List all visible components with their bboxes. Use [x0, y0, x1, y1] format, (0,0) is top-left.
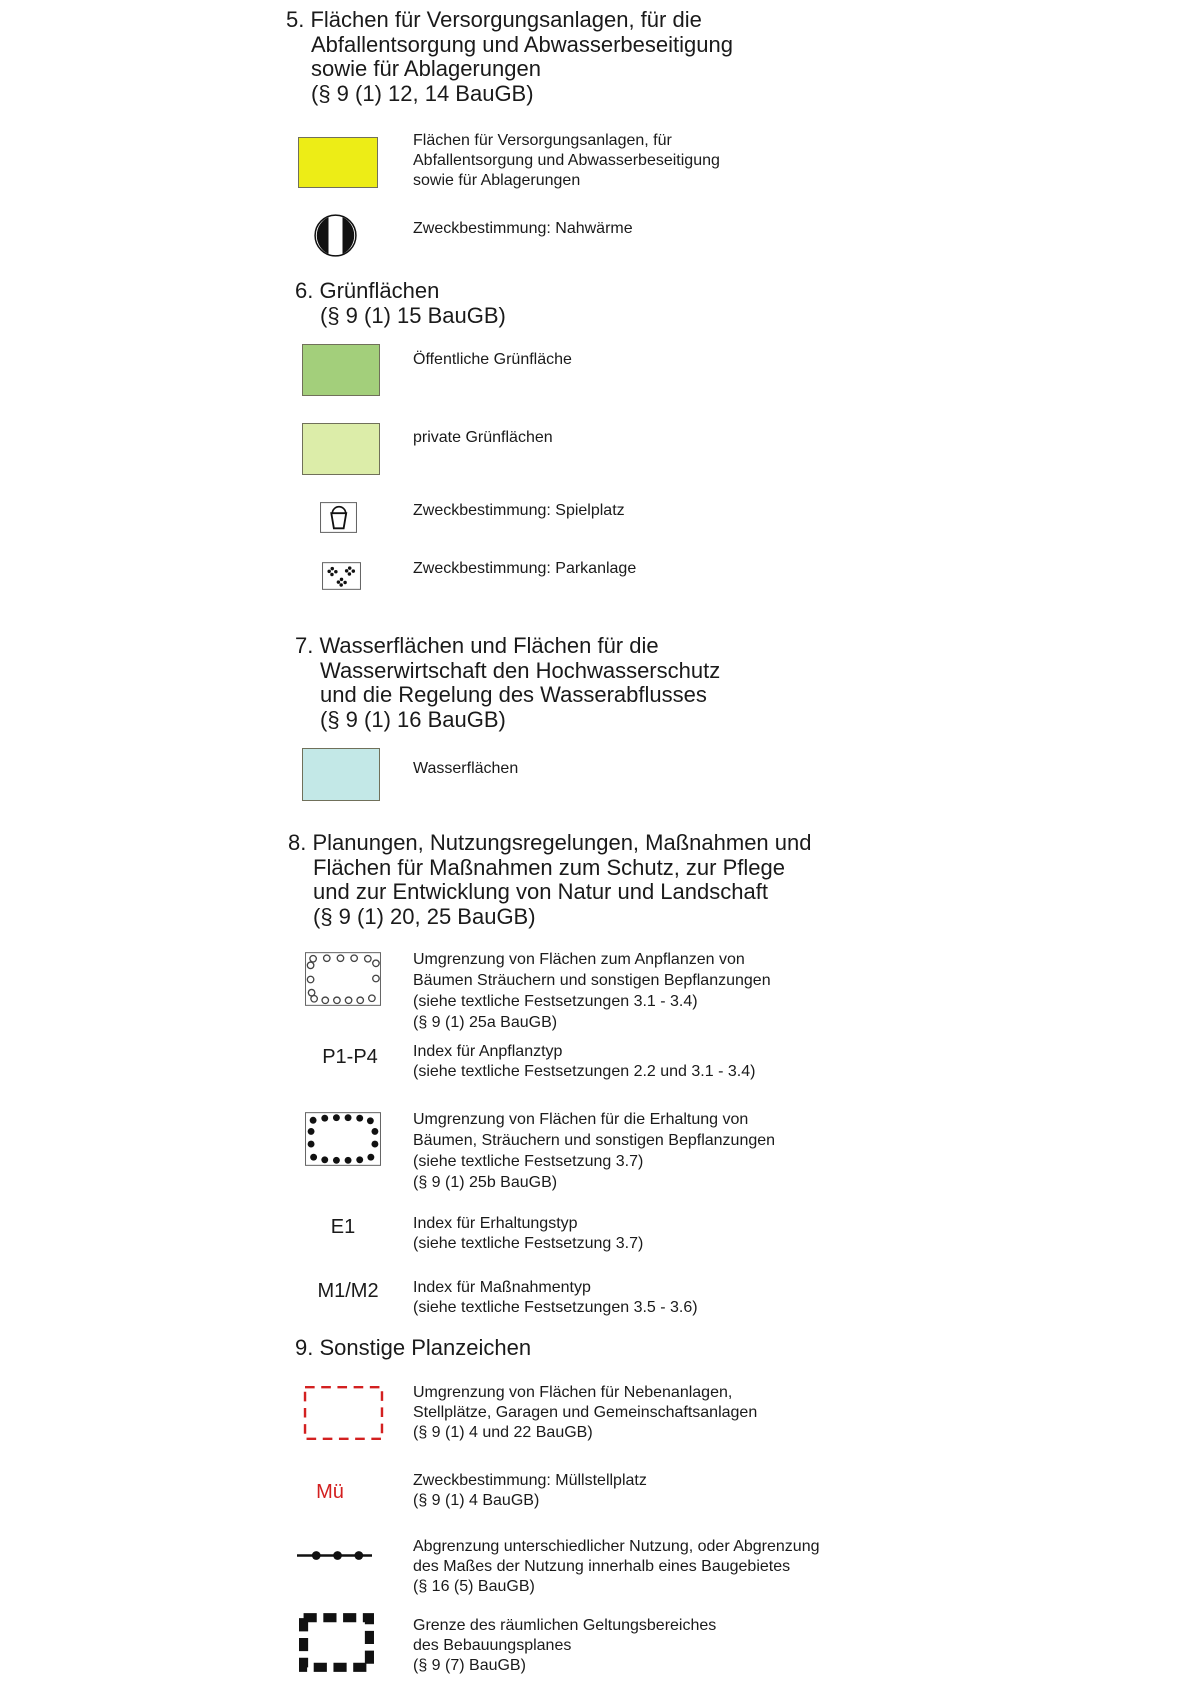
legend-label-line: Zweckbestimmung: Müllstellplatz: [413, 1472, 647, 1489]
legend-label: [413, 1109, 775, 1193]
legend-label: [413, 1616, 716, 1676]
utility-area-swatch: [298, 137, 378, 188]
legend-label-line: Bäumen Sträuchern und sonstigen Bepflanzungen: [413, 972, 771, 989]
plan-boundary-icon: [298, 1612, 375, 1673]
legend-label-line: (§ 16 (5) BauGB): [413, 1578, 535, 1595]
heading-line: 9. Sonstige Planzeichen: [295, 1335, 532, 1360]
planting-boundary-icon: [305, 952, 381, 1006]
legend-label-line: Umgrenzung von Flächen für die Erhaltung von: [413, 1111, 749, 1128]
water-swatch: [302, 748, 380, 801]
heading-line: sowie für Ablagerungen: [311, 56, 541, 81]
legend-label-line: Abgrenzung unterschiedlicher Nutzung, oder Abgrenzung: [413, 1538, 820, 1555]
legend-label-line: (§ 9 (1) 4 BauGB): [413, 1492, 540, 1509]
legend-label-line: Wasserflächen: [413, 760, 519, 777]
public-green-swatch: [302, 344, 380, 396]
legend-label-line: Zweckbestimmung: Spielplatz: [413, 502, 625, 519]
legend-label-line: Index für Erhaltungstyp: [413, 1215, 578, 1232]
ancillary-boundary-icon: [303, 1385, 384, 1441]
preservation-boundary-icon: [305, 1112, 381, 1166]
heading-line: (§ 9 (1) 12, 14 BauGB): [311, 80, 534, 106]
heading-line: 6. Grünflächen: [295, 278, 440, 303]
legend-label-line: (siehe textliche Festsetzungen 3.5 - 3.6): [413, 1299, 698, 1316]
heading-line: und zur Entwicklung von Natur und Landschaft: [313, 879, 768, 904]
legend-label-line: (§ 9 (1) 25b BauGB): [413, 1174, 558, 1191]
heading-line: (§ 9 (1) 16 BauGB): [320, 706, 506, 732]
legend-label-line: Abfallentsorgung und Abwasserbeseitigung: [413, 152, 720, 169]
legend-label-line: sowie für Ablagerungen: [413, 172, 581, 189]
legend-label: [413, 759, 518, 779]
legend-label: [413, 1383, 757, 1443]
heading-line: (§ 9 (1) 15 BauGB): [320, 302, 506, 328]
legend-label: [413, 949, 771, 1033]
legend-label-line: private Grünflächen: [413, 429, 553, 446]
legend-label: [413, 219, 633, 239]
legend-label-line: Zweckbestimmung: Nahwärme: [413, 220, 633, 237]
preservation-index-code: E1: [330, 1216, 356, 1238]
legend-label-line: Zweckbestimmung: Parkanlage: [413, 560, 637, 577]
legend-label: [413, 350, 572, 370]
legend-label-line: (§ 9 (1) 4 und 22 BauGB): [413, 1424, 593, 1441]
private-green-swatch: [302, 423, 380, 475]
legend-label-line: Index für Maßnahmentyp: [413, 1279, 591, 1296]
heading-line: Abfallentsorgung und Abwasserbeseitigung: [311, 31, 733, 57]
legend-label-line: Umgrenzung von Flächen für Nebenanlagen,: [413, 1384, 733, 1401]
legend-label: [413, 428, 553, 448]
heading-line: (§ 9 (1) 20, 25 BauGB): [313, 903, 536, 929]
legend-label-line: Flächen für Versorgungsanlagen, für: [413, 132, 672, 149]
planting-index-code: P1-P4: [322, 1046, 378, 1068]
heading-line: und die Regelung des Wasserabflusses: [320, 682, 707, 707]
legend-label-line: Stellplätze, Garagen und Gemeinschaftsanlagen: [413, 1404, 758, 1421]
section-5-heading: [286, 8, 733, 106]
legend-label: [413, 1537, 820, 1597]
legend-label-line: Bäumen, Sträuchern und sonstigen Bepflanzungen: [413, 1132, 776, 1149]
legend-label: [413, 559, 636, 579]
legend-label: [413, 1042, 755, 1082]
heading-line: 7. Wasserflächen und Flächen für die: [295, 633, 659, 658]
legend-label-line: Index für Anpflanztyp: [413, 1043, 563, 1060]
legend-label-line: (§ 9 (1) 25a BauGB): [413, 1014, 558, 1031]
section-7-heading: [295, 634, 720, 732]
legend-label-line: (siehe textliche Festsetzung 3.7): [413, 1153, 644, 1170]
legend-label-line: (siehe textliche Festsetzungen 3.1 - 3.4): [413, 993, 698, 1010]
section-9-heading: [295, 1336, 531, 1361]
heading-line: 8. Planungen, Nutzungsregelungen, Maßnahmen und: [288, 830, 812, 855]
legend-label-line: des Maßes der Nutzung innerhalb eines Baugebietes: [413, 1558, 791, 1575]
heading-line: Wasserwirtschaft den Hochwasserschutz: [320, 657, 721, 683]
legend-label-line: Grenze des räumlichen Geltungsbereiches: [413, 1617, 717, 1634]
legend-label: [413, 131, 720, 191]
park-icon: [322, 562, 361, 590]
playground-icon: [320, 502, 357, 533]
heading-line: Flächen für Maßnahmen zum Schutz, zur Pflege: [313, 854, 785, 880]
legend-label: [413, 501, 625, 521]
district-heating-icon: [314, 214, 357, 257]
measure-index-code: M1/M2: [317, 1280, 379, 1302]
legend-label-line: (§ 9 (7) BauGB): [413, 1657, 526, 1674]
legend-label-line: Öffentliche Grünfläche: [413, 351, 572, 368]
legend-label-line: des Bebauungsplanes: [413, 1637, 572, 1654]
section-6-heading: [295, 279, 506, 328]
section-8-heading: [288, 831, 811, 929]
waste-site-code: Mü: [316, 1481, 344, 1503]
legend-label-line: Umgrenzung von Flächen zum Anpflanzen von: [413, 951, 745, 968]
legend-label-line: (siehe textliche Festsetzung 3.7): [413, 1235, 644, 1252]
use-separation-icon: [297, 1547, 372, 1564]
legend-label: [413, 1214, 643, 1254]
legend-label: [413, 1471, 647, 1511]
legend-label: [413, 1278, 698, 1318]
legend-label-line: (siehe textliche Festsetzungen 2.2 und 3.1 - 3.4): [413, 1063, 756, 1080]
heading-line: 5. Flächen für Versorgungsanlagen, für die: [286, 7, 702, 32]
